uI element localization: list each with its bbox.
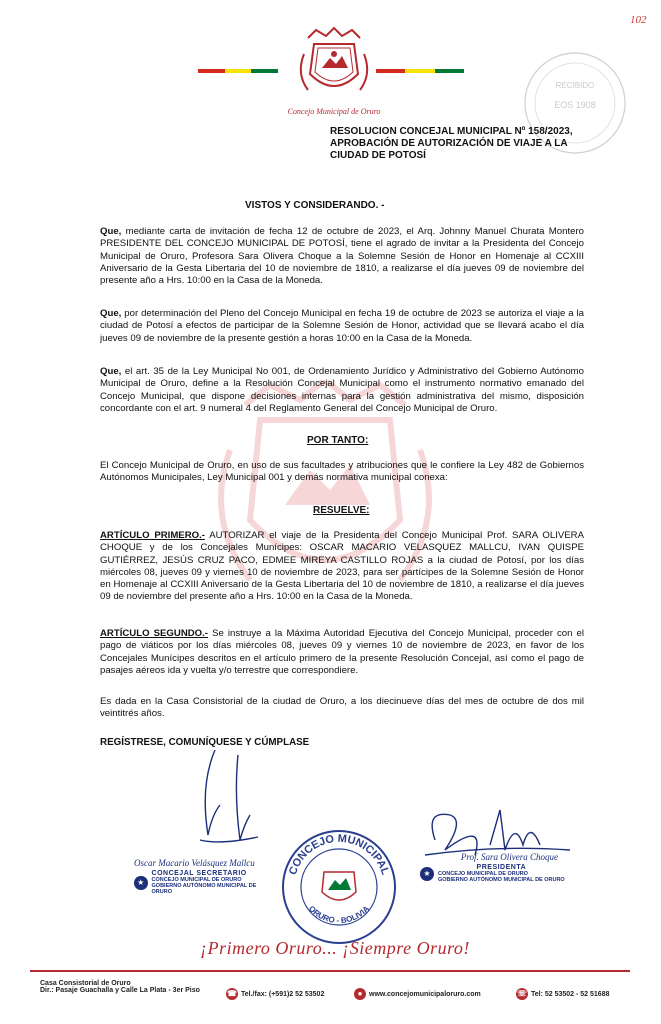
p3-text: el art. 35 de la Ley Municipal No 001, de Ordenamiento Jurídico y Administrativo del Gobierno Autónomo Municipal de Oruro, define a la Resolución Concejal Municipal como el instrumento normativo emanado del Concejo Municipal, que dispone decisiones internas para la gestión administrativa del mismo, disposición concordante con el art. 9 numeral 4 del Reglamento General del Concejo Municipal de Oruro.: [100, 366, 584, 414]
p2-lead: Que,: [100, 308, 122, 319]
seal-top-text: CONCEJO MUNICIPAL: [286, 832, 392, 877]
right-signer-org2: GOBIERNO AUTÓNOMO MUNICIPAL DE ORURO: [438, 877, 565, 883]
concejo-seal: [280, 828, 398, 946]
left-emblem-icon: ★: [134, 876, 148, 890]
right-signer-name: Prof. Sara Olivera Choque: [460, 852, 558, 862]
logo-caption: Concejo Municipal de Oruro: [287, 107, 381, 116]
right-signer-org1: CONCEJO MUNICIPAL DE ORURO: [438, 871, 528, 877]
left-signature-block: [134, 858, 274, 895]
right-signer-role: PRESIDENTA: [476, 864, 527, 871]
article-1: [100, 530, 584, 604]
vistos-heading: VISTOS Y CONSIDERANDO. -: [245, 200, 385, 211]
p2-text: por determinación del Pleno del Concejo Municipal en fecha 19 de octubre de 2023 se autoriza el viaje a la ciudad de Potosí a efectos de participar de la Solemne Sesión de Honor, actividad que se llevará acabo el día jueves 09 de noviembre de la presente gestión a horas 10:00 en la Casa de la Moneda.: [100, 308, 584, 344]
paragraph-2: [100, 308, 584, 345]
dada-paragraph: Es dada en la Casa Consistorial de la ciudad de Oruro, a los diecinueve días del mes de octubre de dos mil veintitrés años.: [100, 696, 584, 720]
footer-telfax-text: Tel./fax: (+591)2 52 53502: [241, 990, 325, 998]
left-signer-role: CONCEJAL SECRETARIO: [151, 870, 247, 877]
footer-divider: [30, 970, 630, 972]
page-number: 102: [630, 14, 647, 26]
footer-tel: [516, 988, 609, 1000]
fax-icon: ☎: [227, 989, 237, 998]
footer-web-text[interactable]: www.concejomunicipaloruro.com: [369, 990, 481, 998]
paragraph-1: [100, 226, 584, 287]
seal-bottom-text: ORURO - BOLIVIA: [306, 904, 372, 926]
por-tanto-heading: POR TANTO:: [307, 435, 369, 446]
footer-address-line1: Casa Consistorial de Oruro: [40, 980, 131, 987]
flag-stripe-right: [376, 69, 464, 73]
stamp-line1: RECIBIDO: [555, 81, 595, 90]
art2-text: Se instruye a la Máxima Autoridad Ejecutiva del Concejo Municipal, proceder con el pago de viáticos por los días miércoles 08, jueves 09 y viernes 10 de noviembre de 2023, en favor de los Concejales Munícipes descritos en el artículo primero de la presente Resolución Concejal, así como el pago de pasajes aéreos ida y vuelta y/o terrestre que correspondiere.: [100, 628, 584, 676]
art1-lead: ARTÍCULO PRIMERO.-: [100, 530, 205, 541]
article-2: [100, 628, 584, 677]
svg-text:ORURO - BOLIVIA: [307, 904, 371, 925]
title-line1: RESOLUCION CONCEJAL MUNICIPAL Nº 158/2023,: [330, 126, 573, 137]
slogan: ¡Primero Oruro... ¡Siempre Oruro!: [200, 938, 470, 958]
art2-lead: ARTÍCULO SEGUNDO.-: [100, 628, 208, 639]
paragraph-4: El Concejo Municipal de Oruro, en uso de sus facultades y atribuciones que le confiere la Ley 482 de Gobiernos Autónomos Municipales, Ley Municipal 001 y demás normativa municipal conexa:: [100, 460, 584, 484]
registrese-line: REGÍSTRESE, COMUNÍQUESE Y CÚMPLASE: [100, 737, 310, 748]
left-signer-name: Oscar Macario Velásquez Mallcu: [134, 858, 255, 868]
resolution-title: [330, 126, 590, 162]
right-signature-block: [420, 852, 570, 883]
left-signer-org2: GOBIERNO AUTÓNOMO MUNICIPAL DE ORURO: [151, 883, 257, 895]
footer-tel-text: Tel: 52 53502 - 52 51688: [531, 990, 610, 998]
svg-text:CONCEJO MUNICIPAL: [287, 833, 391, 877]
concejo-logo: [286, 24, 382, 122]
right-emblem-icon: ★: [420, 867, 434, 881]
globe-icon: ●: [354, 988, 366, 1000]
flag-stripe-left: [198, 69, 278, 73]
footer-address: [40, 980, 200, 994]
phone-icon: ☏: [516, 989, 527, 998]
p1-lead: Que,: [100, 226, 122, 237]
paragraph-3: [100, 366, 584, 415]
stamp-line2: EOS 1908: [554, 100, 596, 110]
p1-text: mediante carta de invitación de fecha 12 de octubre de 2023, el Arq. Johnny Manuel Churata Montero PRESIDENTE DEL CONCEJO MUNICIPAL DE POTOSÍ, tiene el agrado de invitar a la Presidenta del Concejo Municipal de Oruro, Profesora Sara Olivera Choque a la Solemne Sesión de Honor en Homenaje al CCXIII Aniversario de la Gesta Libertaria del 10 de noviembre de 1810, a realizarse el día jueves 09 de noviembre del presente año a Hrs. 10:00 en la Casa de la Moneda.: [100, 226, 584, 287]
footer-address-line2: Dir.: Pasaje Guachalla y Calle La Plata - 3er Piso: [40, 987, 200, 994]
resuelve-heading: RESUELVE:: [313, 505, 370, 516]
title-line3: CIUDAD DE POTOSÍ: [330, 150, 426, 161]
footer-telfax: [226, 988, 324, 1000]
art1-text: AUTORIZAR el viaje de la Presidenta del Concejo Municipal Prof. SARA OLIVERA CHOQUE y de los Concejales Munícipes: OSCAR MACARIO VELASQUEZ MALLCU, IVAN QUISPE GUTIÉRREZ, JESÚS CRUZ PACO, EDMEE MIREYA CASTILLO ROJAS a la ciudad de Potosí, por los días miércoles 08, jueves 09 y viernes 10 de noviembre de 2023, para ser partícipes de la Solemne Sesión de Honor en Homenaje al CCXIII Aniversario de la Gesta Libertaria del 10 de noviembre de 1810, a realizarse el día jueves 09 de noviembre del presente año a Hrs. 10:00 en la Casa de la Moneda.: [100, 530, 584, 603]
left-signer-org1: CONCEJO MUNICIPAL DE ORURO: [151, 877, 242, 883]
title-line2: APROBACIÓN DE AUTORIZACIÓN DE VIAJE A LA: [330, 138, 568, 149]
p3-lead: Que,: [100, 366, 122, 377]
footer-web: [354, 988, 481, 1000]
left-signature-scribble: [140, 745, 270, 855]
